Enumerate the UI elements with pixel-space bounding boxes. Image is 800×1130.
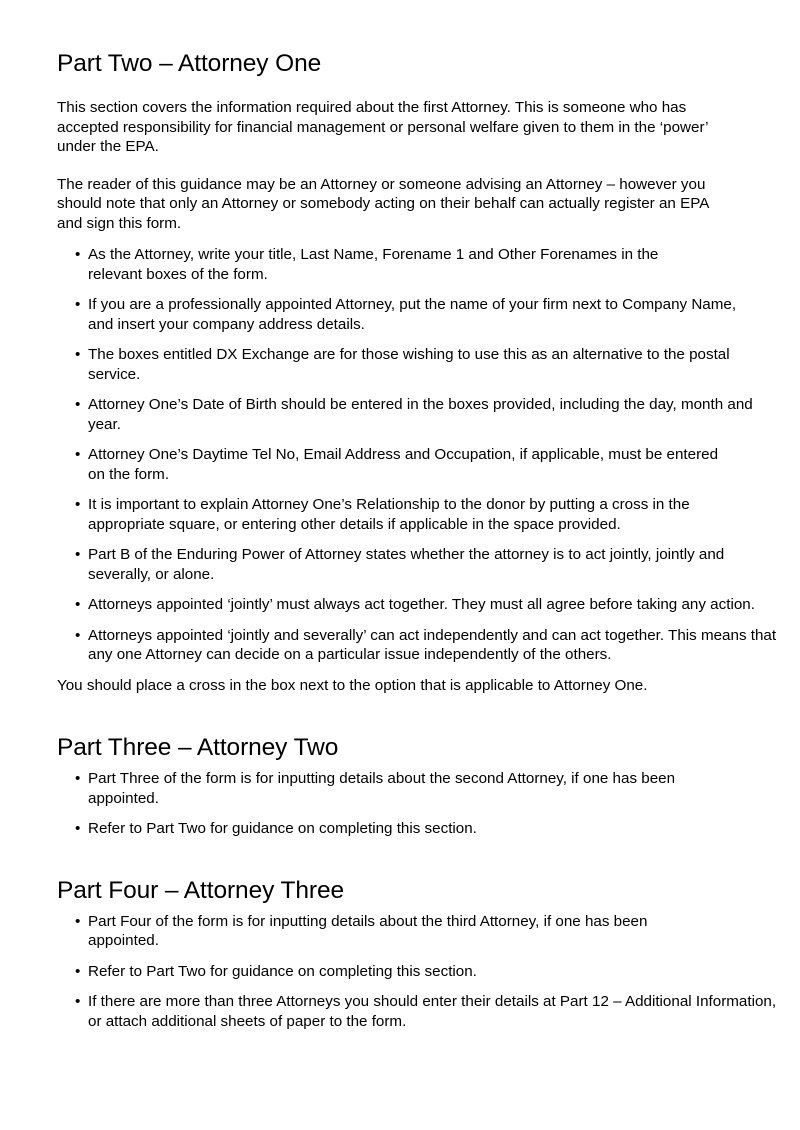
bullet-icon: • — [75, 346, 81, 363]
list-item — [57, 445, 738, 484]
list-item-text: If there are more than three Attorneys you should enter their details at Part 12 – Additional Information, or attach additional sheets of paper to the form. — [88, 993, 777, 1030]
bullet-icon: • — [75, 770, 81, 787]
list-item — [57, 545, 778, 584]
bullet-icon: • — [75, 596, 81, 613]
section-paragraph: The reader of this guidance may be an Attorney or someone advising an Attorney – however you should note that only an Attorney or somebody acting on their behalf can actually register an EPA and sign this form. — [57, 175, 709, 232]
list-item — [57, 769, 703, 808]
bullet-icon: • — [75, 993, 81, 1010]
list-item-text: Part Three of the form is for inputting details about the second Attorney, if one has been appointed. — [88, 770, 676, 807]
bullet-icon: • — [75, 962, 81, 980]
list-item — [57, 962, 758, 982]
list-item — [57, 912, 678, 951]
section-title-part-four: Part Four – Attorney Three — [57, 876, 345, 904]
document-page — [57, 48, 777, 1042]
bullet-icon: • — [75, 446, 81, 463]
list-item-text: Refer to Part Two for guidance on completing this section. — [88, 820, 477, 837]
list-item — [57, 245, 708, 284]
bullet-icon: • — [75, 546, 81, 563]
list-item-text: The boxes entitled DX Exchange are for those wishing to use this as an alternative to the postal service. — [88, 346, 730, 383]
list-item-text: Refer to Part Two for guidance on completing this section. — [88, 962, 477, 980]
list-item-text: Part B of the Enduring Power of Attorney states whether the attorney is to act jointly, jointly and severally, or alone. — [88, 546, 725, 583]
list-item — [57, 595, 763, 615]
list-item — [57, 395, 758, 434]
bullet-icon: • — [75, 912, 81, 930]
list-item — [57, 626, 778, 665]
list-item — [57, 819, 758, 839]
bullet-icon: • — [75, 396, 81, 413]
bullet-list — [57, 245, 777, 665]
section-paragraph: This section covers the information required about the first Attorney. This is someone who has accepted responsibility for financial management or personal welfare given to them in the ‘power’ under the EPA. — [57, 99, 708, 155]
section-title-part-two: Part Two – Attorney One — [57, 50, 322, 77]
list-item-text: Attorney One’s Date of Birth should be entered in the boxes provided, including the day, month and year. — [88, 396, 753, 433]
bullet-icon: • — [75, 820, 81, 837]
list-item-text: Attorney One’s Daytime Tel No, Email Address and Occupation, if applicable, must be entered on the form. — [88, 446, 719, 483]
list-item-text: It is important to explain Attorney One’s Relationship to the donor by putting a cross in the appropriate square, or entering other details if applicable in the space provided. — [88, 496, 690, 533]
bullet-icon: • — [75, 296, 81, 313]
list-item — [57, 495, 768, 534]
section-title-part-three: Part Three – Attorney Two — [57, 734, 339, 761]
list-item-text: Attorneys appointed ‘jointly and severally’ can act independently and can act together. This means that any one Attorney can decide on a particular issue independently of the others. — [88, 626, 777, 663]
list-item — [57, 992, 778, 1031]
list-item-text: As the Attorney, write your title, Last Name, Forename 1 and Other Forenames in the relevant boxes of the form. — [88, 246, 659, 283]
list-item — [57, 295, 748, 334]
list-item — [57, 345, 758, 384]
bullet-list — [57, 912, 777, 1032]
section-paragraph: You should place a cross in the box next to the option that is applicable to Attorney One. — [57, 676, 648, 694]
bullet-list — [57, 769, 747, 839]
bullet-icon: • — [75, 626, 81, 644]
list-item-text: Part Four of the form is for inputting details about the third Attorney, if one has been appointed. — [88, 912, 648, 949]
list-item-text: If you are a professionally appointed Attorney, put the name of your firm next to Company Name, and insert your company address details. — [88, 296, 737, 333]
bullet-icon: • — [75, 246, 81, 263]
list-item-text: Attorneys appointed ‘jointly’ must always act together. They must all agree before taking any action. — [88, 596, 755, 613]
bullet-icon: • — [75, 496, 81, 513]
